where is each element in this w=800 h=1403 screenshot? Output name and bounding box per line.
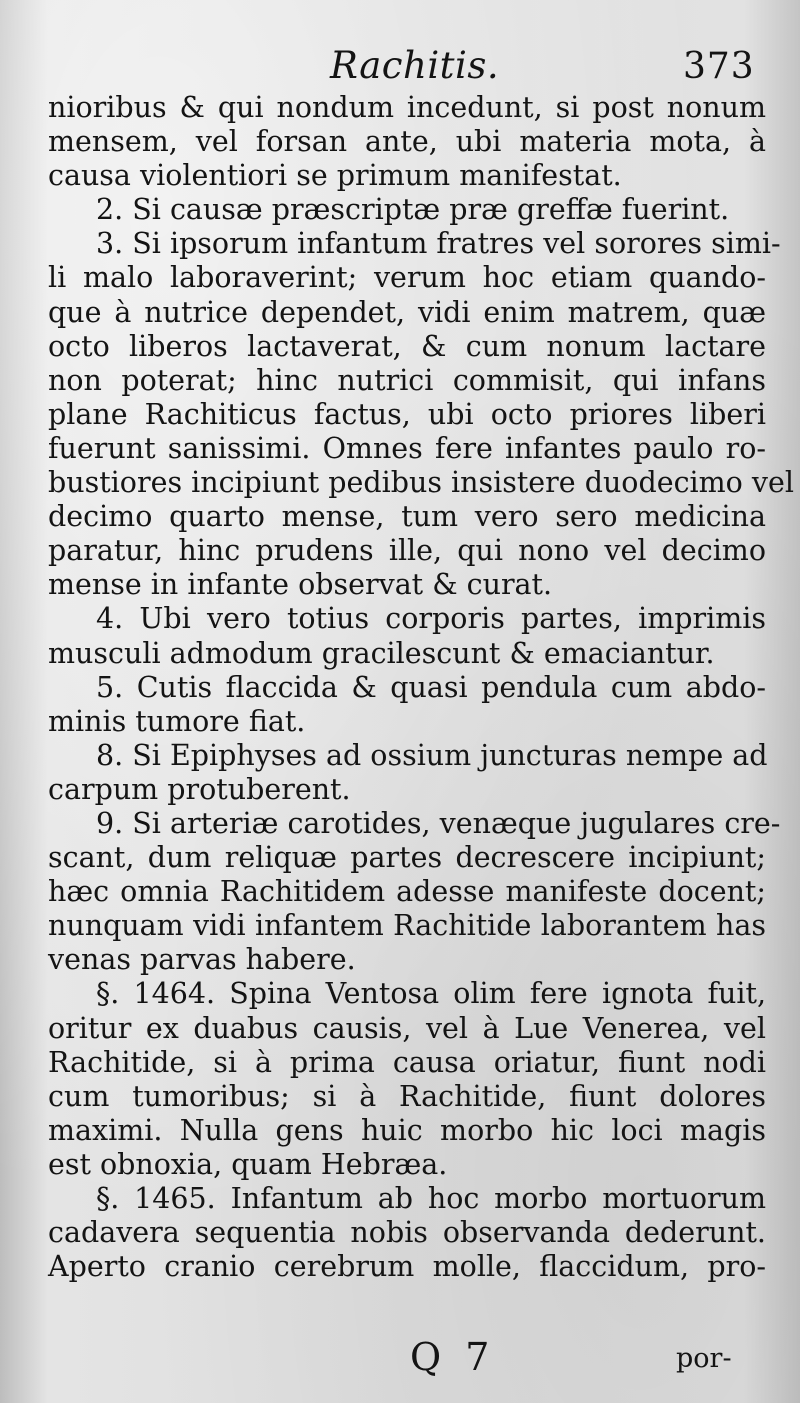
text-line: Rachitide, si à prima causa oriatur, fiunt nodi xyxy=(48,1045,766,1079)
text-line: li malo laboraverint; verum hoc etiam quando- xyxy=(48,261,766,295)
text-line: 8. Si Epiphyses ad ossium juncturas nempe ad xyxy=(96,738,768,772)
text-line: nioribus & qui nondum incedunt, si post nonum xyxy=(48,91,766,124)
text-line: nunquam vidi infantem Rachitide laborantem has xyxy=(48,909,766,943)
text-line: 2. Si causæ præscriptæ præ greffæ fuerint. xyxy=(96,193,730,227)
body-text xyxy=(48,91,794,1284)
page-footer xyxy=(0,1335,800,1385)
text-line: scant, dum reliquæ partes decrescere incipiunt; xyxy=(48,841,766,875)
text-line: fuerunt sanissimi. Omnes fere infantes paulo ro- xyxy=(48,431,766,465)
text-line: §. 1464. Spina Ventosa olim fere ignota fuit, xyxy=(96,977,766,1011)
text-line: bustiores incipiunt pedibus insistere duodecimo vel xyxy=(48,466,794,500)
text-line: minis tumore fiat. xyxy=(48,704,306,738)
text-line: cadavera sequentia nobis observanda dederunt. xyxy=(48,1216,766,1250)
text-line: maximi. Nulla gens huic morbo hic loci magis xyxy=(48,1113,766,1147)
text-line: causa violentiori se primum manifestat. xyxy=(48,159,622,193)
running-title: Rachitis. xyxy=(330,44,500,87)
text-line: carpum protuberent. xyxy=(48,772,351,806)
catchword: por- xyxy=(676,1343,732,1374)
text-line: decimo quarto mense, tum vero sero medicina xyxy=(48,500,766,534)
page-number: 373 xyxy=(683,46,755,87)
text-line: Aperto cranio cerebrum molle, flaccidum, pro- xyxy=(48,1250,766,1284)
text-line: hæc omnia Rachitidem adesse manifeste docent; xyxy=(48,875,766,909)
text-line: musculi admodum gracilescunt & emaciantur. xyxy=(48,636,715,670)
text-line: §. 1465. Infantum ab hoc morbo mortuorum xyxy=(96,1182,766,1215)
signature-mark: Q 7 xyxy=(410,1335,496,1379)
text-line: cum tumoribus; si à Rachitide, fiunt dolores xyxy=(48,1079,766,1113)
text-line: 3. Si ipsorum infantum fratres vel sorores simi- xyxy=(96,227,781,261)
text-line: mensem, vel forsan ante, ubi materia mota, à xyxy=(48,125,766,159)
text-line: oritur ex duabus causis, vel à Lue Venerea, vel xyxy=(48,1011,766,1045)
text-line: octo liberos lactaverat, & cum nonum lactare xyxy=(48,329,766,363)
text-line: non poterat; hinc nutrici commisit, qui infans xyxy=(48,363,766,397)
text-line: 9. Si arteriæ carotides, venæque jugulares cre- xyxy=(96,806,781,840)
text-line: venas parvas habere. xyxy=(48,943,356,977)
text-line: est obnoxia, quam Hebræa. xyxy=(48,1147,448,1181)
text-line: plane Rachiticus factus, ubi octo priores liberi xyxy=(48,397,766,431)
text-line: que à nutrice dependet, vidi enim matrem, quæ xyxy=(48,295,766,329)
text-line: mense in infante observat & curat. xyxy=(48,568,553,602)
text-line: 4. Ubi vero totius corporis partes, imprimis xyxy=(96,602,766,636)
text-line: 5. Cutis flaccida & quasi pendula cum abdo- xyxy=(96,670,766,704)
text-line: paratur, hinc prudens ille, qui nono vel decimo xyxy=(48,534,766,568)
